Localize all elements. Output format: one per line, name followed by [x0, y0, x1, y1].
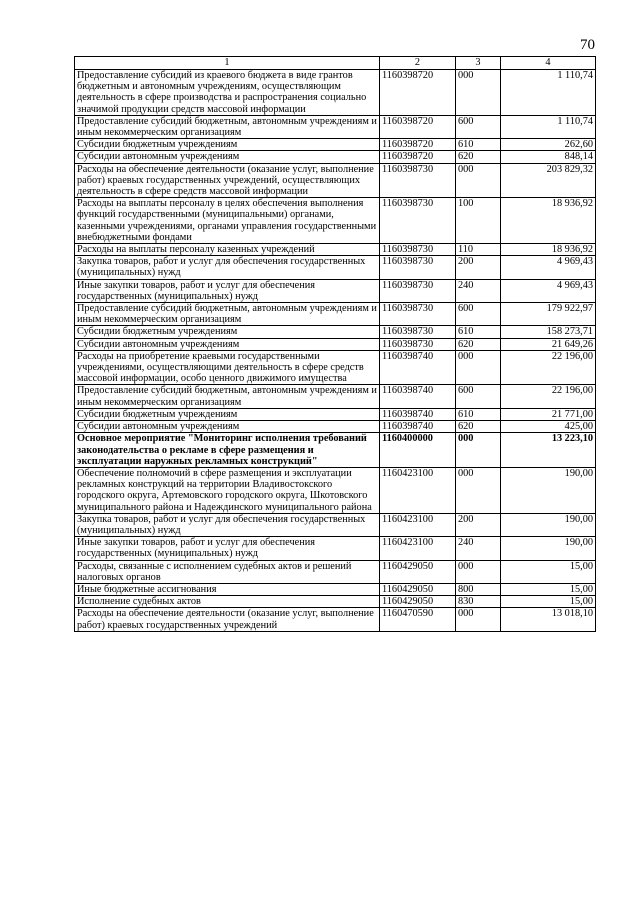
row-code: 1160398740	[380, 408, 456, 420]
row-amount: 190,00	[501, 467, 596, 513]
row-amount: 190,00	[501, 513, 596, 536]
row-description: Иные закупки товаров, работ и услуг для обеспечения государственных (муниципальных) нужд	[75, 279, 380, 302]
row-amount: 18 936,92	[501, 244, 596, 256]
row-description: Исполнение судебных актов	[75, 596, 380, 608]
table-row	[75, 583, 596, 595]
table-row	[75, 70, 596, 116]
table-row	[75, 303, 596, 326]
row-code: 1160423100	[380, 513, 456, 536]
row-description: Предоставление субсидий бюджетным, автономным учреждениям и иным некоммерческим организациям	[75, 303, 380, 326]
row-type: 200	[456, 256, 501, 279]
row-code: 1160398740	[380, 385, 456, 408]
row-description: Расходы на приобретение краевыми государственными учреждениями, осуществляющими деятельность в сфере средств массовой информации, особо ценного движимого имущества	[75, 350, 380, 385]
table-row	[75, 139, 596, 151]
row-amount: 13 018,10	[501, 608, 596, 631]
table-header-row	[75, 57, 596, 70]
row-description: Субсидии автономным учреждениям	[75, 421, 380, 433]
row-amount: 22 196,00	[501, 350, 596, 385]
row-description: Расходы на обеспечение деятельности (оказание услуг, выполнение работ) краевых государственных учреждений	[75, 608, 380, 631]
row-description: Предоставление субсидий бюджетным, автономным учреждениям и иным некоммерческим организациям	[75, 385, 380, 408]
row-amount: 15,00	[501, 596, 596, 608]
budget-table	[74, 56, 596, 632]
row-code: 1160398730	[380, 326, 456, 338]
row-description: Обеспечение полномочий в сфере размещения и эксплуатации рекламных конструкций на территории Владивостокского городского округа, Артемовского городского округа, Шкотовского муниципального района и Надеждинского муниципального района	[75, 467, 380, 513]
row-code: 1160398740	[380, 350, 456, 385]
page-number: 70	[580, 37, 595, 53]
row-amount: 21 771,00	[501, 408, 596, 420]
table-row	[75, 244, 596, 256]
row-code: 1160398730	[380, 198, 456, 244]
row-amount: 22 196,00	[501, 385, 596, 408]
row-description: Расходы на обеспечение деятельности (оказание услуг, выполнение работ) краевых государственных учреждений, осуществляющих деятельность в сфере средств массовой информации	[75, 163, 380, 198]
table-row	[75, 421, 596, 433]
row-amount: 1 110,74	[501, 70, 596, 116]
row-type: 240	[456, 537, 501, 560]
row-amount: 425,00	[501, 421, 596, 433]
table-row	[75, 256, 596, 279]
row-amount: 262,60	[501, 139, 596, 151]
table-row	[75, 326, 596, 338]
table-row	[75, 163, 596, 198]
row-description: Предоставление субсидий из краевого бюджета в виде грантов бюджетным и автономным учреждениям, осуществляющим деятельность в сфере производства и распространения социально значимой продукции средств массовой информации	[75, 70, 380, 116]
row-type: 620	[456, 338, 501, 350]
row-description: Предоставление субсидий бюджетным, автономным учреждениям и иным некоммерческим организациям	[75, 115, 380, 138]
row-code: 1160398720	[380, 151, 456, 163]
table-row	[75, 560, 596, 583]
row-amount: 190,00	[501, 537, 596, 560]
row-amount: 13 223,10	[501, 433, 596, 468]
column-header-amount: 4	[501, 57, 596, 70]
row-code: 1160398730	[380, 279, 456, 302]
row-amount: 15,00	[501, 583, 596, 595]
row-type: 800	[456, 583, 501, 595]
row-amount: 179 922,97	[501, 303, 596, 326]
row-amount: 1 110,74	[501, 115, 596, 138]
row-type: 000	[456, 163, 501, 198]
row-type: 610	[456, 408, 501, 420]
row-amount: 15,00	[501, 560, 596, 583]
row-code: 1160423100	[380, 537, 456, 560]
row-code: 1160398730	[380, 256, 456, 279]
row-code: 1160398720	[380, 70, 456, 116]
row-code: 1160429050	[380, 560, 456, 583]
row-code: 1160429050	[380, 583, 456, 595]
table-row	[75, 198, 596, 244]
row-code: 1160398730	[380, 338, 456, 350]
row-amount: 21 649,26	[501, 338, 596, 350]
table-row	[75, 151, 596, 163]
row-type: 000	[456, 70, 501, 116]
row-amount: 158 273,71	[501, 326, 596, 338]
row-description: Расходы на выплаты персоналу казенных учреждений	[75, 244, 380, 256]
row-code: 1160398730	[380, 303, 456, 326]
row-description: Субсидии бюджетным учреждениям	[75, 408, 380, 420]
row-type: 110	[456, 244, 501, 256]
row-type: 600	[456, 115, 501, 138]
row-type: 610	[456, 326, 501, 338]
row-type: 600	[456, 385, 501, 408]
row-description: Иные закупки товаров, работ и услуг для обеспечения государственных (муниципальных) нужд	[75, 537, 380, 560]
row-description: Субсидии автономным учреждениям	[75, 338, 380, 350]
table-body	[75, 70, 596, 632]
row-type: 000	[456, 608, 501, 631]
row-description: Расходы, связанные с исполнением судебных актов и решений налоговых органов	[75, 560, 380, 583]
row-code: 1160398720	[380, 115, 456, 138]
row-type: 000	[456, 350, 501, 385]
row-code: 1160398730	[380, 163, 456, 198]
table-row	[75, 385, 596, 408]
table-row	[75, 115, 596, 138]
row-code: 1160398740	[380, 421, 456, 433]
row-description: Иные бюджетные ассигнования	[75, 583, 380, 595]
row-amount: 848,14	[501, 151, 596, 163]
row-description: Субсидии бюджетным учреждениям	[75, 139, 380, 151]
table-row	[75, 467, 596, 513]
row-description: Основное мероприятие "Мониторинг исполнения требований законодательства о рекламе в сфере размещения и эксплуатации наружных рекламных конструкций"	[75, 433, 380, 468]
row-description: Расходы на выплаты персоналу в целях обеспечения выполнения функций государственными (муниципальными) органами, казенными учреждениями, органами управления государственными внебюджетными фондами	[75, 198, 380, 244]
row-description: Закупка товаров, работ и услуг для обеспечения государственных (муниципальных) нужд	[75, 513, 380, 536]
table-row	[75, 608, 596, 631]
row-code: 1160470590	[380, 608, 456, 631]
row-type: 100	[456, 198, 501, 244]
row-code: 1160429050	[380, 596, 456, 608]
row-type: 240	[456, 279, 501, 302]
column-header-code: 2	[380, 57, 456, 70]
row-type: 600	[456, 303, 501, 326]
row-amount: 18 936,92	[501, 198, 596, 244]
table-row	[75, 596, 596, 608]
column-header-type: 3	[456, 57, 501, 70]
row-description: Субсидии автономным учреждениям	[75, 151, 380, 163]
row-code: 1160398720	[380, 139, 456, 151]
table-row	[75, 408, 596, 420]
row-type: 620	[456, 421, 501, 433]
table-row	[75, 279, 596, 302]
row-type: 830	[456, 596, 501, 608]
row-amount: 203 829,32	[501, 163, 596, 198]
column-header-description: 1	[75, 57, 380, 70]
row-description: Субсидии бюджетным учреждениям	[75, 326, 380, 338]
row-code: 1160400000	[380, 433, 456, 468]
row-type: 620	[456, 151, 501, 163]
table-row	[75, 338, 596, 350]
row-type: 000	[456, 433, 501, 468]
row-type: 000	[456, 560, 501, 583]
table-row	[75, 537, 596, 560]
row-amount: 4 969,43	[501, 256, 596, 279]
row-code: 1160423100	[380, 467, 456, 513]
row-type: 200	[456, 513, 501, 536]
row-type: 610	[456, 139, 501, 151]
table-row	[75, 513, 596, 536]
table-row	[75, 433, 596, 468]
row-type: 000	[456, 467, 501, 513]
row-description: Закупка товаров, работ и услуг для обеспечения государственных (муниципальных) нужд	[75, 256, 380, 279]
row-amount: 4 969,43	[501, 279, 596, 302]
row-code: 1160398730	[380, 244, 456, 256]
table-row	[75, 350, 596, 385]
